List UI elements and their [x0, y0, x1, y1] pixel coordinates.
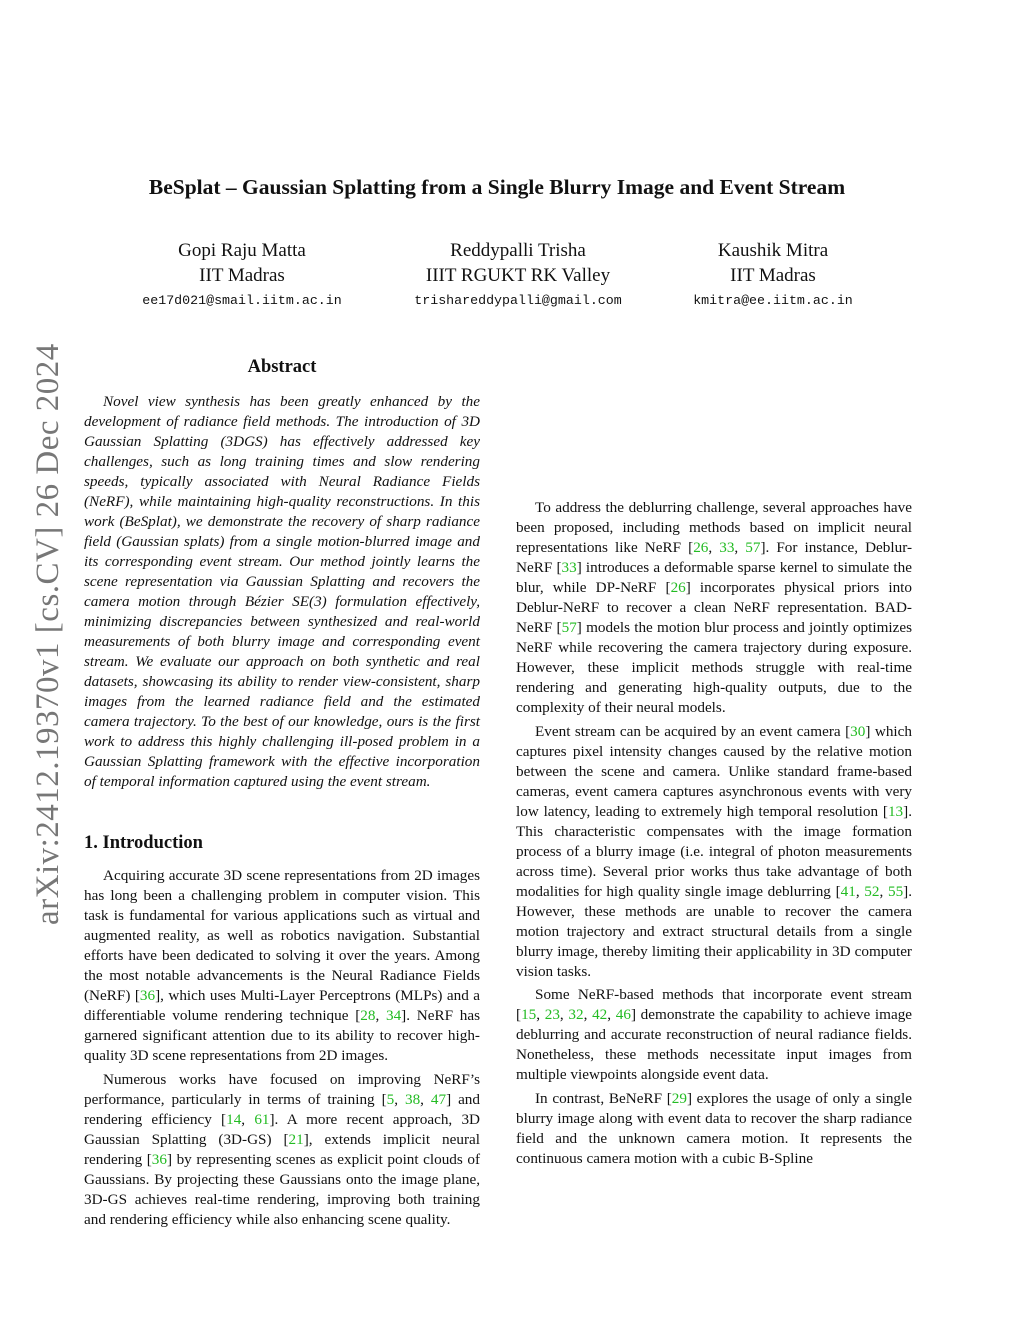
author-block [102, 238, 382, 313]
abstract-heading: Abstract [247, 357, 317, 377]
citation-link[interactable]: 46 [615, 1006, 631, 1023]
citation-link[interactable]: 52 [864, 882, 880, 900]
author-email[interactable]: trishareddypalli@gmail.com [414, 293, 622, 308]
citation-link[interactable]: 41 [840, 882, 856, 900]
author-email[interactable]: ee17d021@smail.iitm.ac.in [142, 293, 342, 308]
citation-link[interactable]: 33 [719, 539, 735, 556]
citation-link[interactable]: 36 [151, 1150, 167, 1168]
author-name: Reddypalli Trisha [450, 240, 586, 261]
intro-paragraph-6: In contrast, BeNeRF [29] explores the usage of only a single blurry image along with event data to recover the sharp radiance field and the unknown camera motion. It represents the continuous camera motion with a cubic B-Spline [516, 1089, 912, 1167]
citation-link[interactable]: 33 [561, 559, 577, 576]
citation-link[interactable]: 57 [745, 539, 761, 556]
intro-paragraph-4: Event stream can be acquired by an event camera [30] which captures pixel intensity changes caused by the relative motion between the scene and camera. Unlike standard frame-based cameras, event camera captures asynchronous events with very low latency, leading to extremely high temporal resolution [13]. This characteristic compensates with the image formation process of a blurry image (i.e. integral of photon measurements across time). Several prior works thus take advantage of both modalities for high quality single image deblurring [41, 52, 55]. However, these methods are unable to recover the camera motion trajectory and extract structural details from a single blurry image, thereby limiting their applicability in 3D computer vision tasks. [516, 722, 913, 980]
citation-link[interactable]: 32 [568, 1006, 584, 1023]
left-column [84, 354, 481, 1228]
right-column-continued [516, 498, 912, 1169]
abstract-text: Novel view synthesis has been greatly enhanced by the development of radiance field methods. The introduction of 3D Gaussian Splatting (3DGS) has effectively addressed key challenges, such as long training times and slow rendering speeds, typically associated with Neural Radiance Fields (NeRF), while maintaining high-quality reconstructions. In this work (BeSplat), we demonstrate the recovery of sharp radiance field (Gaussian splats) from a single motion-blurred image and its corresponding event stream. Our method jointly learns the scene representation via Gaussian Splatting and recovers the camera motion through Bézier SE(3) formulation effectively, minimizing discrepancies between synthesized and real-world measurements of both blurry image and corresponding event stream. We evaluate our approach on both synthetic and real datasets, showcasing its ability to render view-consistent, sharp images from the learned radiance field and the estimated camera trajectory. To the best of our knowledge, ours is the first work to address this highly challenging ill-posed problem in a Gaussian Splatting framework with the effective incorporation of temporal information captured using the event stream. [84, 393, 480, 790]
paper-title: BeSplat – Gaussian Splatting from a Single Blurry Image and Event Stream [148, 175, 846, 199]
citation-link[interactable]: 26 [670, 579, 686, 596]
citation-link[interactable]: 38 [404, 1090, 421, 1108]
arxiv-identifier: arXiv:2412.19370v1 [cs.CV] 26 Dec 2024 [30, 343, 66, 925]
citation-link[interactable]: 28 [360, 1007, 376, 1024]
intro-paragraph-2: Numerous works have focused on improving NeRF’s performance, particularly in terms of training [5, 38, 47] and rendering efficiency [14, 61]. A more recent approach, 3D Gaussian Splatting (3D-GS) [21], extends implicit neural rendering [36] by representing scenes as explicit point clouds of Gaussians. By projecting these Gaussians onto the image plane, 3D-GS achieves real-time rendering, improving both training and rendering efficiency while also enhancing scene quality. [84, 1070, 481, 1228]
intro-paragraph-1: Acquiring accurate 3D scene representations from 2D images has long been a challenging problem in computer vision. This task is fundamental for various applications such as virtual and augmented reality, as well as robotics navigation. Substantial efforts have been dedicated to solving it over the years. Among the most notable advancements is the Neural Radiance Fields (NeRF) [36], which uses Multi-Layer Perceptrons (MLPs) and a differentiable volume rendering technique [28, 34]. NeRF has garnered significant attention due to its ability to recover high-quality 3D scene representations from 2D images. [84, 867, 481, 1064]
citation-link[interactable]: 13 [887, 802, 904, 820]
citation-link[interactable]: 23 [544, 1006, 560, 1023]
introduction-heading: 1. Introduction [84, 833, 203, 853]
citation-link[interactable]: 47 [430, 1090, 447, 1108]
author-name: Kaushik Mitra [717, 240, 829, 261]
citation-link[interactable]: 55 [887, 882, 904, 900]
author-email[interactable]: kmitra@ee.iitm.ac.in [693, 293, 853, 308]
intro-paragraph-3: To address the deblurring challenge, several approaches have been proposed, including methods based on implicit neural representations like NeRF [26, 33, 57]. For instance, Deblur-NeRF [33] introduces a deformable sparse kernel to simulate the blur, while DP-NeRF [26] incorporates physical priors into Deblur-NeRF to recover a clean NeRF representation. BAD-NeRF [57] models the motion blur process and jointly optimizes NeRF while recovering the camera trajectory during exposure. However, these implicit methods struggle with real-time rendering and generating high-quality outputs, due to the complexity of their neural models. [516, 499, 913, 716]
citation-link[interactable]: 30 [850, 722, 866, 740]
author-affiliation: IIT Madras [199, 265, 285, 286]
citation-link[interactable]: 61 [254, 1110, 270, 1128]
citation-link[interactable]: 42 [592, 1006, 608, 1023]
citation-link[interactable]: 5 [386, 1090, 395, 1108]
citation-link[interactable]: 34 [385, 1007, 402, 1024]
intro-paragraph-5: Some NeRF-based methods that incorporate event stream [15, 23, 32, 42, 46] demonstrate the capability to achieve image deblurring and accurate reconstruction of neural radiance fields. Nonetheless, these methods necessitate input images from multiple viewpoints alongside event data. [516, 986, 913, 1083]
citation-link[interactable]: 26 [693, 539, 709, 556]
citation-link[interactable]: 57 [561, 619, 577, 636]
author-name: Gopi Raju Matta [178, 240, 306, 261]
right-column-inner [516, 238, 912, 398]
citation-link[interactable]: 36 [139, 987, 156, 1004]
citation-link[interactable]: 29 [671, 1089, 687, 1107]
author-affiliation: IIIT RGUKT RK Valley [425, 265, 611, 286]
citation-link[interactable]: 14 [226, 1110, 242, 1128]
author-affiliation: IIT Madras [730, 265, 816, 286]
right-column [516, 358, 912, 498]
citation-link[interactable]: 15 [521, 1006, 537, 1023]
citation-link[interactable]: 21 [288, 1130, 304, 1148]
